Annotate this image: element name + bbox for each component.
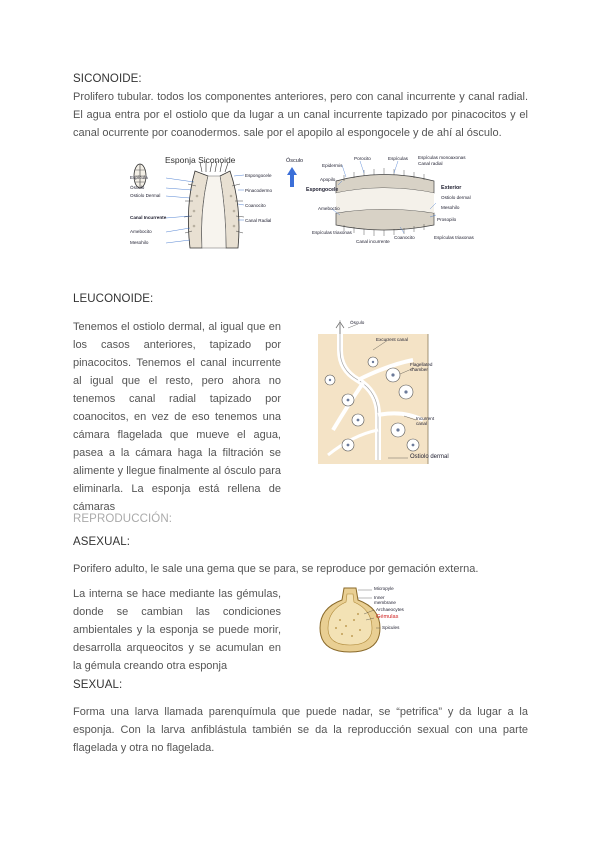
figure-1-label: Coanocito bbox=[245, 203, 266, 208]
figure-2-label: Mesohilo bbox=[441, 205, 460, 210]
figure-1-label: Mesohilo bbox=[130, 240, 149, 245]
gemmule-label: Gémulas bbox=[376, 614, 399, 620]
siconoide-figure-2 bbox=[284, 153, 474, 253]
figure-2-label: Exterior bbox=[441, 185, 462, 191]
gemmule-illustration bbox=[314, 584, 418, 656]
leuconoide-label: Flagellated chamber bbox=[410, 362, 433, 372]
figure-1-label: Ósculo bbox=[130, 185, 145, 190]
figure-1-label: Amebocito bbox=[130, 229, 152, 234]
asexual-heading: ASEXUAL: bbox=[73, 536, 131, 548]
leuconoide-figure bbox=[318, 320, 456, 468]
asexual-paragraph-1: Porifero adulto, le sale una gema que se para, se reproduce por gemación externa. bbox=[73, 563, 479, 575]
figure-1-label: Ostiolo Dermal bbox=[130, 193, 161, 198]
figure-2-label: Espículas bbox=[388, 156, 408, 161]
figure-1-label: Canal Radial bbox=[245, 218, 272, 223]
figure-1-label: Pinacodermo bbox=[245, 188, 273, 193]
figure-2-label: Canal incurrente bbox=[356, 239, 390, 244]
figure-2-label: Epidermis bbox=[322, 163, 343, 168]
figure-1-title: Esponja Siconoide bbox=[165, 155, 236, 165]
figure-2-label: Prosopilo bbox=[437, 217, 457, 222]
leuconoide-label: Incurrent canal bbox=[416, 416, 435, 426]
gemmule-label: Inner membrane bbox=[374, 595, 396, 605]
gemmule-figure bbox=[314, 584, 418, 656]
figure-2-label: Ostiolo dermal bbox=[441, 195, 471, 200]
figure-2-label: Espículas triaxonas bbox=[312, 230, 352, 235]
figure-2-label: Coanocito bbox=[394, 235, 415, 240]
figure-2-label: Canal radial bbox=[418, 161, 443, 166]
sexual-paragraph: Forma una larva llamada parenquímula que puede nadar, se “petrifica” y da lugar a la esponja. Con la larva anfiblástula también se da la reproducción sexual con una parte flagelada y otra no flagelada. bbox=[73, 706, 528, 754]
leuconoide-label: Ostiolo dermal bbox=[410, 454, 449, 460]
siconoide-figure-1 bbox=[130, 156, 280, 251]
figure-1-label: Espongocele bbox=[245, 173, 272, 178]
figure-1-label: Canal Incurrente bbox=[130, 215, 167, 220]
gemmule-label: Micropyle bbox=[374, 586, 394, 591]
figure-2-label: Espículas triaxonas bbox=[434, 235, 474, 240]
leuconoide-paragraph: Tenemos el ostiolo dermal, al igual que en los casos anteriores, tapizado por pinacocitos. Tenemos el canal incurrente al igual que el resto, pero ahora no tenemos canal radial tapizado por coanocitos, en vez de eso tenemos una cámara flagelada que mueve el agua, pasea a la cámara haga la filtración se alimente y llegue finalmente al ósculo para eliminarla. La esponja está rellena de cámaras bbox=[73, 321, 281, 513]
sexual-heading: SEXUAL: bbox=[73, 679, 123, 691]
gemmule-label: Archaeocytes bbox=[376, 607, 404, 612]
asexual-paragraph-2: La interna se hace mediante las gémulas, donde se cambian las condiciones ambientales y la esponja se puede morir, desarrolla arqueocitos y se acumulan en la gémula creando otra esponja bbox=[73, 588, 281, 672]
reproduccion-heading: REPRODUCCIÓN: bbox=[73, 513, 173, 525]
figure-2-label: Ósculo bbox=[286, 158, 304, 164]
siconoide-heading: SICONOIDE: bbox=[73, 73, 142, 85]
figure-2-label: Porocito bbox=[354, 156, 371, 161]
figure-2-label: Ameboctio bbox=[318, 206, 340, 211]
figure-2-label: Apopilo bbox=[320, 177, 336, 182]
leuconoide-heading: LEUCONOIDE: bbox=[73, 293, 154, 305]
leuconoide-label: Excurrent canal bbox=[376, 337, 408, 342]
gemmule-label: Spicules bbox=[382, 625, 400, 630]
siconoide-paragraph: Prolifero tubular. todos los componentes anteriores, pero con canal incurrente y canal radial. El agua entra por el ostiolo que da lugar a un canal incurrente tapizado por pinacocitos y el canal ocurrente por coanodermos. sale por el apopilo al espongocele y de ahí al ósculo. bbox=[73, 91, 528, 139]
leuconoide-illustration bbox=[318, 320, 456, 468]
figure-2-label: Espongocele bbox=[306, 187, 339, 193]
leuconoide-label: Ósculo bbox=[350, 320, 365, 325]
figure-2-label: Espículas monoaxonas bbox=[418, 155, 466, 160]
figure-1-label: Espícula bbox=[130, 175, 148, 180]
